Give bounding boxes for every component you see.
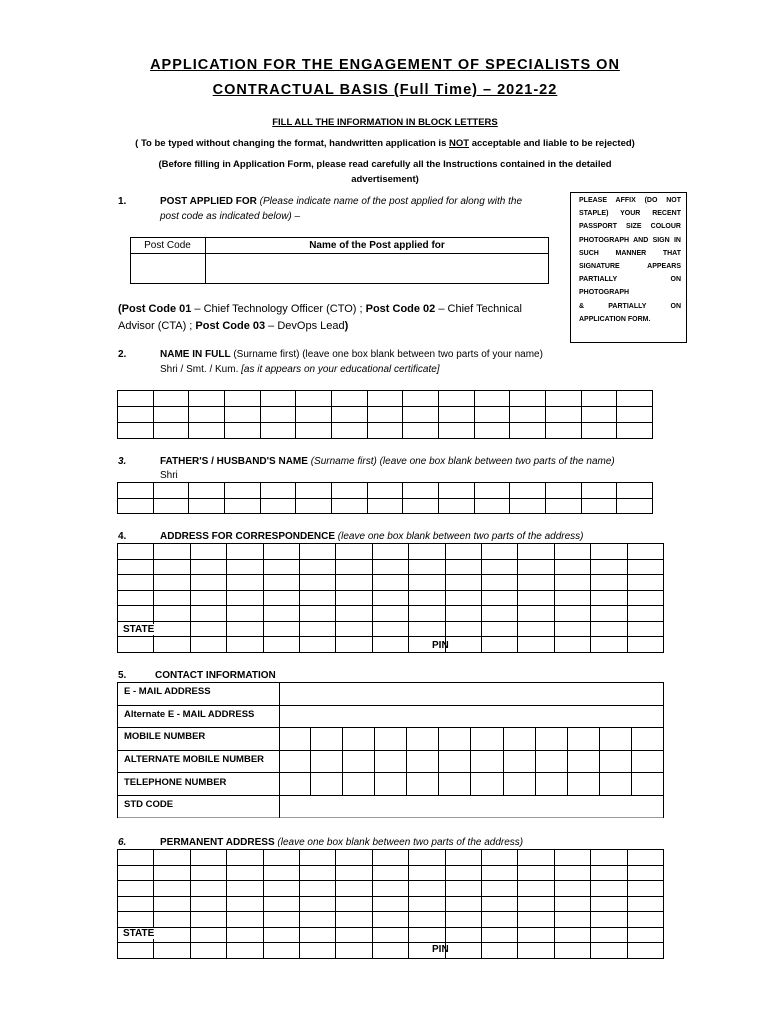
post-code-list: (Post Code 01 – Chief Technology Officer (CTO) ; Post Code 02 – Chief Technical Advisor (CTA) ; Post Code 03 – DevOps Lead)	[118, 303, 522, 332]
section-3-subline: Shri	[160, 470, 178, 481]
section-6-heading: PERMANENT ADDRESS (leave one box blank between two parts of the address)	[160, 837, 524, 848]
section-2-subline: Shri / Smt. / Kum. [as it appears on your educational certificate]	[160, 364, 440, 375]
permanent-pin-label: PIN	[432, 944, 449, 955]
section-5-number: 5.	[118, 670, 127, 681]
mobile-label: MOBILE NUMBER	[124, 731, 206, 742]
correspondence-address-grid[interactable]	[117, 543, 664, 653]
correspondence-state-label: STATE	[123, 624, 155, 635]
section-2-number: 2.	[118, 349, 127, 360]
section-2-heading: NAME IN FULL (Surname first) (leave one box blank between two parts of your name)	[160, 349, 543, 360]
telephone-label: TELEPHONE NUMBER	[124, 777, 227, 788]
post-code-input[interactable]	[131, 254, 204, 283]
section-4-number: 4.	[118, 531, 127, 542]
photo-affix-box[interactable]	[570, 192, 687, 343]
form-title-line2: CONTRACTUAL BASIS (Full Time) – 2021-22	[212, 82, 558, 98]
permanent-address-grid[interactable]	[117, 849, 664, 959]
section-1-heading: POST APPLIED FOR (Please indicate name of the post applied for along with the	[160, 196, 523, 207]
section-5-heading: CONTACT INFORMATION	[155, 670, 276, 681]
post-code-header: Post Code	[144, 240, 191, 251]
typed-format-note: ( To be typed without changing the format, handwritten application is NOT acceptable and liable to be rejected)	[135, 138, 635, 149]
post-name-header: Name of the Post applied for	[309, 240, 445, 251]
section-3-number: 3.	[118, 456, 127, 467]
correspondence-pin-label: PIN	[432, 640, 449, 651]
alt-email-label: Alternate E - MAIL ADDRESS	[124, 709, 255, 720]
permanent-state-label: STATE	[123, 928, 155, 939]
post-name-input[interactable]	[206, 254, 548, 283]
contact-info-table[interactable]	[117, 682, 664, 818]
photo-instructions: PLEASE AFFIX (DO NOT STAPLE) YOUR RECENT PASSPORT SIZE COLOUR PHOTOGRAPH AND SIGN IN SUCH MANNER THAT SIGNATURE APPEARS PARTIALLY ON PHOTOGRAPH & PARTIALLY ON APPLICATION FORM.	[579, 197, 681, 323]
instructions-note-line1: (Before filling in Application Form, please read carefully all the Instructions contained in the detailed	[158, 159, 612, 170]
form-title-line1: APPLICATION FOR THE ENGAGEMENT OF SPECIALISTS ON	[150, 57, 620, 73]
std-code-label: STD CODE	[124, 799, 174, 810]
email-label: E - MAIL ADDRESS	[124, 686, 211, 697]
alt-mobile-label: ALTERNATE MOBILE NUMBER	[124, 754, 265, 765]
section-1-number: 1.	[118, 196, 127, 207]
block-letters-note: FILL ALL THE INFORMATION IN BLOCK LETTERS	[272, 117, 498, 128]
section-4-heading: ADDRESS FOR CORRESPONDENCE (leave one box blank between two parts of the address)	[160, 531, 584, 542]
name-boxes-grid[interactable]	[117, 390, 653, 439]
instructions-note-line2: advertisement)	[351, 174, 419, 185]
section-1-instruction: post code as indicated below) –	[160, 211, 301, 222]
father-name-boxes-grid[interactable]	[117, 482, 653, 514]
section-6-number: 6.	[118, 837, 127, 848]
section-3-heading: FATHER'S / HUSBAND'S NAME (Surname first) (leave one box blank between two parts of the name)	[160, 456, 615, 467]
